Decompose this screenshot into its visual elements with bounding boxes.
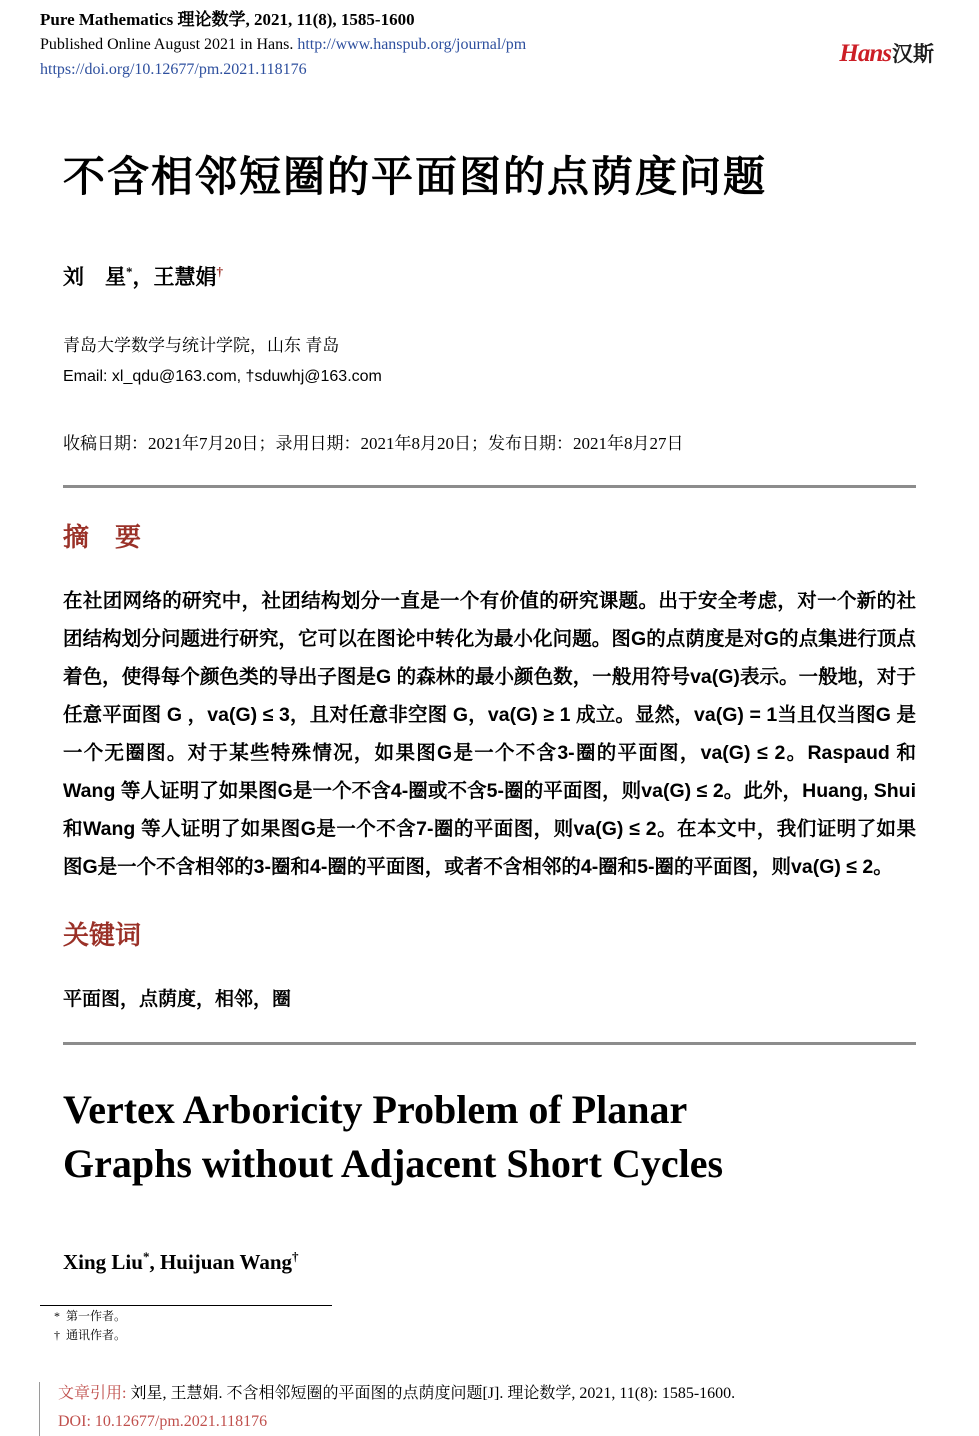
author-en-1-marker: * [142, 1248, 150, 1264]
keywords-heading: 关键词 [63, 919, 142, 950]
citation-label: 文章引用: [58, 1385, 131, 1402]
footer-doi: DOI: 10.12677/pm.2021.118176 [58, 1413, 268, 1430]
author-cn-2: 王慧娟 [153, 264, 217, 289]
article-title-en [63, 1083, 916, 1191]
citation-text: 刘星, 王慧娟. 不含相邻短圈的平面图的点荫度问题[J]. 理论数学, 2021, 11(8): 1585-1600. [130, 1385, 736, 1402]
authors-cn-separator: ， [132, 264, 154, 289]
header-doi-link[interactable]: https://doi.org/10.12677/pm.2021.118176 [40, 61, 307, 78]
author-cn-1: 刘 星 [63, 264, 126, 289]
email-line: Email: xl_qdu@163.com, †sduwhj@163.com [63, 367, 382, 385]
journal-header [0, 0, 979, 82]
article-title-en-line1: Vertex Arboricity Problem of Planar [63, 1086, 688, 1132]
citation-block [40, 1380, 916, 1436]
footnote-first-author [40, 1308, 979, 1325]
hans-logo-hanzi: 汉斯 [892, 43, 934, 66]
keywords-text: 平面图，点荫度，相邻，圈 [63, 988, 292, 1010]
article-title-cn: 不含相邻短圈的平面图的点荫度问题 [63, 153, 768, 200]
divider-top [63, 485, 916, 488]
author-cn-1-marker: * [126, 263, 133, 279]
hans-logo-latin: Hans [839, 40, 891, 67]
footnote-symbol: † [54, 1327, 60, 1342]
author-cn-2-marker: † [216, 263, 223, 279]
journal-title-line: Pure Mathematics 理论数学, 2021, 11(8), 1585-1600 [40, 10, 415, 29]
hans-logo [839, 38, 934, 68]
author-en-2: Huijuan Wang [159, 1249, 293, 1274]
footnote-corresponding-author [40, 1327, 979, 1344]
published-prefix: Published Online August 2021 in Hans. [40, 36, 298, 53]
article-title-en-line2: Graphs without Adjacent Short Cycles [63, 1140, 724, 1186]
authors-en [63, 1249, 916, 1275]
abstract-heading: 摘 要 [63, 521, 142, 552]
footnote-text: 第一作者。 [66, 1308, 127, 1323]
header-doi-line [40, 57, 934, 82]
journal-homepage-link[interactable]: http://www.hanspub.org/journal/pm [297, 36, 527, 53]
affiliation: 青岛大学数学与统计学院，山东 青岛 [63, 335, 340, 355]
article-body [0, 150, 979, 1275]
author-en-1: Xing Liu [63, 1249, 143, 1274]
dates-line: 收稿日期：2021年7月20日；录用日期：2021年8月20日；发布日期：2021年8月27日 [63, 433, 684, 453]
author-en-2-marker: † [292, 1248, 299, 1264]
abstract-text: 在社团网络的研究中，社团结构划分一直是一个有价值的研究课题。出于安全考虑，对一个新的社团结构划分问题进行研究，它可以在图论中转化为最小化问题。图G的点荫度是对G的点集进行顶点着色，使得每个颜色类的导出子图是G 的森林的最小颜色数，一般用符号va(G)表示。一般地，对于任意平面图 G ，va(G) ≤ 3，且对任意非空图 G，va(G) ≥ 1 成立。显然，va(G) = 1当且仅当图G 是一个无圈图。对于某些特殊情况，如果图G是一个不含3-圈的平面图，va(G) ≤ 2。Raspaud 和Wang 等人证明了如果图G是一个不含4-圈或不含5-圈的平面图，则va(G) ≤ 2。此外，Huang, Shui 和Wang 等人证明了如果图G是一个不含7-圈的平面图，则va(G) ≤ 2。在本文中，我们证明了如果图G是一个不含相邻的3-圈和4-圈的平面图，或者不含相邻的4-圈和5-圈的平面图，则va(G) ≤ 2。 [63, 589, 916, 878]
published-line [40, 32, 934, 57]
footnote-symbol: * [54, 1308, 60, 1323]
authors-cn [63, 261, 916, 291]
divider-bottom [63, 1042, 916, 1045]
footnote-text: 通讯作者。 [66, 1327, 127, 1342]
authors-en-separator: , [149, 1249, 160, 1274]
footnote-block [40, 1305, 979, 1344]
citation-line [58, 1380, 916, 1408]
footnote-rule [40, 1305, 332, 1306]
